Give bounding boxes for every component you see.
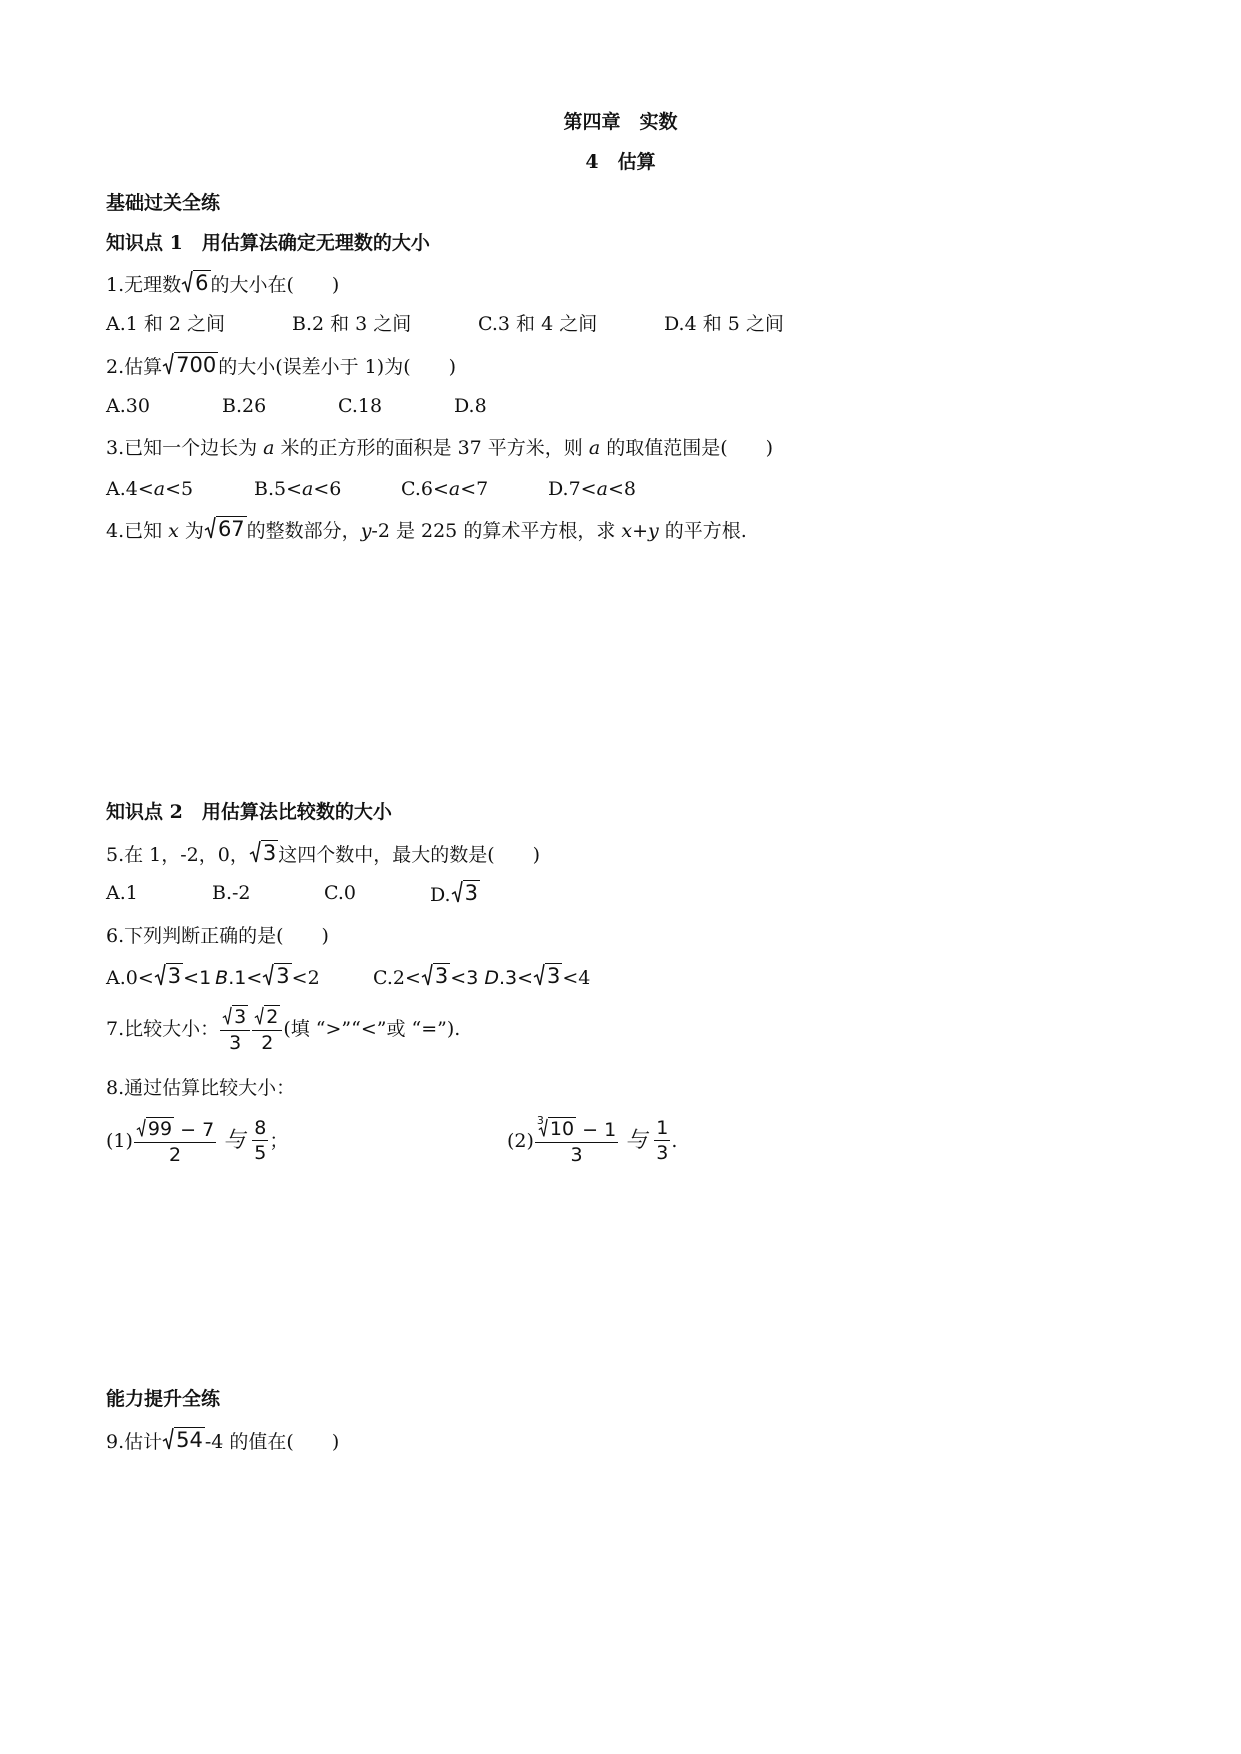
question-2-prefix: 2.估算 [106,356,163,378]
question-1-prefix: 1.无理数 [106,274,182,296]
sqrt-symbol: 3 [421,963,450,987]
question-3 [106,439,773,458]
q3-option-d: D.7<a<8 [548,478,636,500]
sqrt-symbol: 3 [249,840,278,864]
question-9: 9.估计 54 -4 的值在( ) [106,1428,340,1453]
knowledge-point-1-title: 知识点 1 用估算法确定无理数的大小 [106,232,430,254]
question-3-variable: a [588,437,601,459]
fraction: $\frac{3}{3}$ [220,1005,250,1053]
question-6: 6.下列判断正确的是( ) [106,925,329,947]
fraction: $\frac{1}{3}$ [656,1117,669,1164]
fraction: $\frac{2}{2}$ [252,1005,282,1053]
sqrt-symbol [204,516,247,540]
question-5: 5.在 1，-2，0， 3 这四个数中，最大的数是( ) [106,841,541,866]
question-3-part2: 米的正方形的面积是 37 平方米，则 [274,437,589,459]
sqrt-symbol: 3 [533,963,562,987]
question-1-suffix: 的大小在( ) [210,274,340,296]
q5-option-b: B.-2 [212,882,251,904]
q2-option-d: D.8 [454,395,487,417]
q3-option-a: A.4<a<5 [106,478,194,500]
q5-option-c: C.0 [324,882,356,904]
fraction: $\frac{8}{5}$ [254,1117,267,1164]
section-title: 4 估算 [585,151,656,173]
question-4: 4.已知 x 为 67 的整数部分，y-2 是 225 的算术平方根，求 x+y 的平方根. [106,517,747,542]
q5-option-d: D. 3 [430,881,478,906]
question-3-part1: 3.已知一个边长为 [106,437,264,459]
q8-part-1: (1) 99 − 7 2 与 $\frac{8}{5}$ ； [106,1117,289,1166]
q1-option-b: B.2 和 3 之间 [292,313,412,335]
q2-option-a: A.30 [106,395,150,417]
q2-option-c: C.18 [338,395,383,417]
part-advanced-title: 能力提升全练 [106,1388,221,1410]
sqrt-symbol: 3 [451,880,480,904]
sqrt-symbol: 3 [262,963,291,987]
knowledge-point-2-title: 知识点 2 用估算法比较数的大小 [106,801,392,823]
fraction: $^3$ 10 − 1 3 [536,1114,617,1166]
question-3-variable: a [263,437,275,459]
sqrt-symbol: 54 [162,1427,205,1451]
question-8: 8.通过估算比较大小： [106,1077,296,1099]
question-1-radicand: 6 [195,271,209,295]
q3-option-b: B.5<a<6 [254,478,342,500]
question-1 [106,270,339,295]
question-7: 7.比较大小： $\frac{3}{3}$ $\frac{2}{2}$ (填 “>”“<”或 “=”). [106,1006,461,1054]
question-3-part3: 的取值范围是( ) [600,437,774,459]
question-4-radicand: 67 [217,517,245,541]
question-2-suffix: 的大小(误差小于 1)为( ) [218,356,457,378]
q6-options-cd: C.2< 3 <3 D.3< 3 <4 [373,964,591,989]
question-2-radicand: 700 [176,353,217,377]
sqrt-symbol [181,270,210,294]
q3-option-c: C.6<a<7 [401,478,489,500]
fraction: 99 − 7 2 [134,1117,216,1165]
q1-option-d: D.4 和 5 之间 [664,313,784,335]
sqrt-symbol: 3 [154,963,183,987]
question-2 [106,352,456,377]
chapter-title: 第四章 实数 [563,111,678,133]
q8-part-2: (2) $^3$ 10 − 1 3 与 $\frac{1}{3}$ . [507,1114,678,1166]
sqrt-symbol [162,352,218,376]
q5-option-a: A.1 [106,882,138,904]
q2-option-b: B.26 [222,395,267,417]
part-basic-title: 基础过关全练 [106,192,221,214]
q1-option-a: A.1 和 2 之间 [106,313,226,335]
q6-options-ab: A.0< 3 <1 B.1< 3 <2 [106,964,320,989]
q1-option-c: C.3 和 4 之间 [478,313,598,335]
